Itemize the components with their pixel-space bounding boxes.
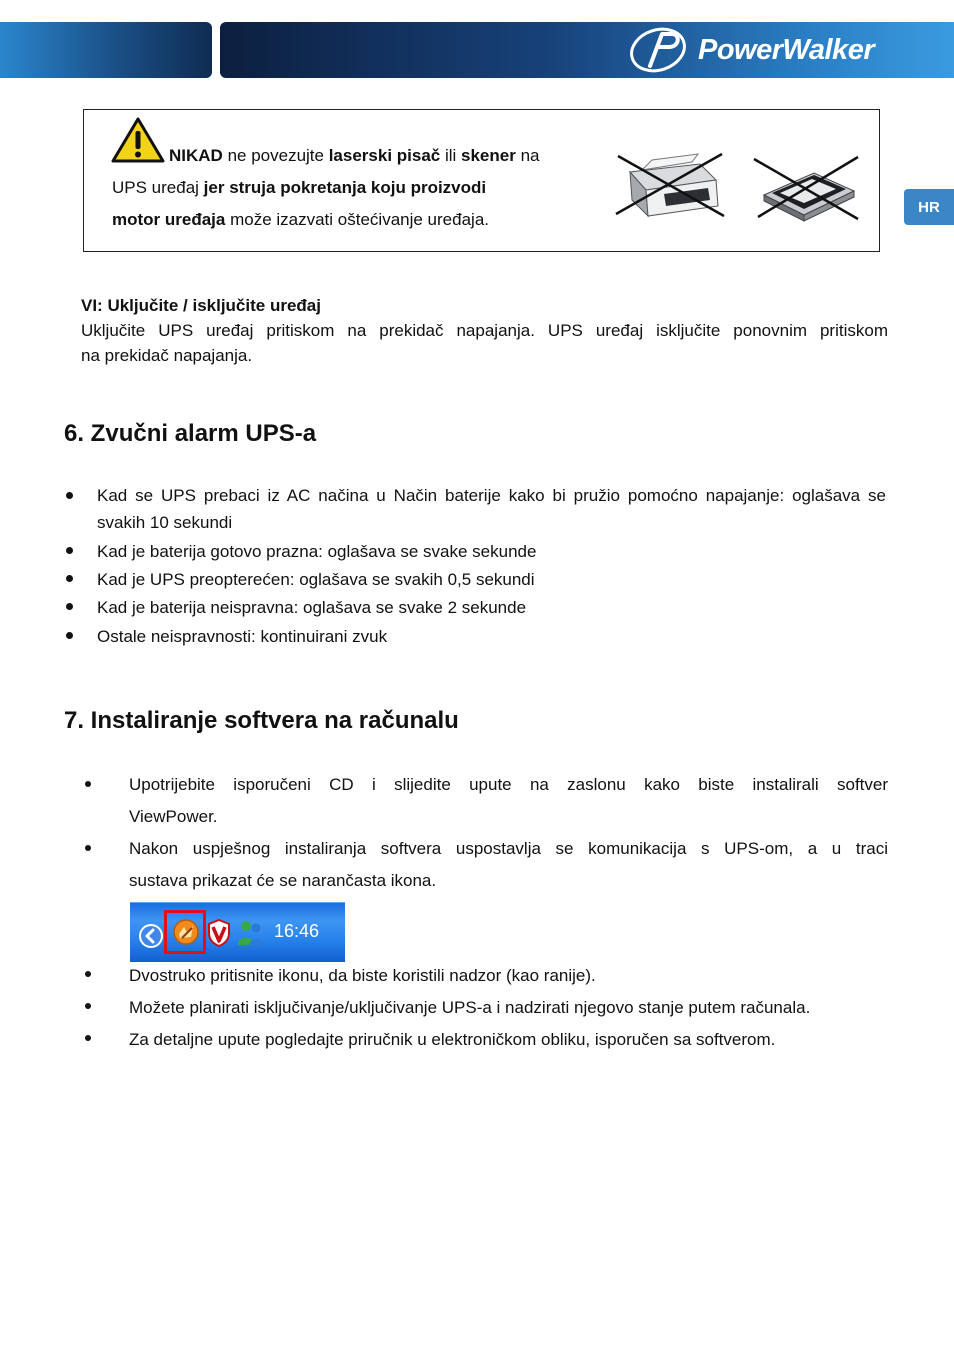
warning-line-2 — [112, 177, 486, 199]
crossed-laser-printer-image — [612, 150, 728, 222]
s6-item-1-line-1: Kad se UPS prebaci iz AC načina u Način baterije kako bi pružio pomoćno napajanje: oglašava se — [97, 486, 886, 505]
vi-paragraph-line-1: Uključite UPS uređaj pritiskom na prekidač napajanja. UPS uređaj isključite ponovnim pritiskom — [81, 321, 888, 340]
s6-item-4: Kad je baterija neispravna: oglašava se svake 2 sekunde — [97, 598, 527, 617]
brand-name: PowerWalker — [698, 33, 875, 66]
language-tab[interactable]: HR — [904, 189, 954, 225]
s6-item-3: Kad je UPS preopterećen: oglašava se svakih 0,5 sekundi — [97, 570, 535, 589]
warning-line-1 — [169, 145, 539, 167]
s7-item-2-line-2: sustava prikazat će se narančasta ikona. — [129, 871, 437, 890]
warning-bold-2: jer struja pokretanja koju proizvodi — [203, 178, 487, 197]
warning-laser-printer: laserski pisač — [328, 146, 441, 165]
system-tray-screenshot — [130, 902, 345, 962]
s7-item-1-line-1: Upotrijebite isporučeni CD i slijedite upute na zaslonu kako biste instalirali softver — [129, 775, 888, 794]
warning-text-3: na — [515, 146, 540, 165]
tray-clock: 16:46 — [274, 921, 320, 941]
warning-text-1: ne povezujte — [222, 146, 329, 165]
s7-item-4: Možete planirati isključivanje/uključivanje UPS-a i nadzirati njegovo stanje putem računala. — [129, 998, 811, 1017]
s6-item-1-line-2: svakih 10 sekundi — [97, 513, 233, 532]
viewpower-tray-icon[interactable] — [172, 918, 200, 946]
bullet-dot — [85, 971, 91, 977]
tray-expand-arrow-icon[interactable] — [138, 923, 164, 949]
vi-paragraph-line-2: na prekidač napajanja. — [81, 346, 253, 365]
bullet-dot — [85, 781, 91, 787]
s6-item-5: Ostale neispravnosti: kontinuirani zvuk — [97, 627, 388, 646]
section-7-title: 7. Instaliranje softvera na računalu — [64, 707, 459, 734]
warning-triangle-icon — [111, 116, 165, 164]
brand-logo — [628, 24, 948, 76]
s7-item-5: Za detaljne upute pogledajte priručnik u elektroničkom obliku, isporučen sa softverom. — [129, 1030, 776, 1049]
bullet-dot — [66, 603, 73, 610]
warning-text-5: može izazvati oštećivanje uređaja. — [225, 210, 489, 229]
s7-item-3: Dvostruko pritisnite ikonu, da biste koristili nadzor (kao ranije). — [129, 966, 596, 985]
messenger-user-icon[interactable] — [236, 919, 266, 947]
bullet-dot — [66, 575, 73, 582]
crossed-scanner-image — [750, 155, 862, 223]
warning-bold-3: motor uređaja — [112, 210, 226, 229]
bullet-dot — [66, 632, 73, 639]
s7-item-1-line-2: ViewPower. — [129, 807, 218, 826]
vi-heading: VI: Uključite / isključite uređaj — [81, 296, 321, 315]
bullet-dot — [85, 1003, 91, 1009]
warning-text-2: ili — [440, 146, 462, 165]
warning-nikad: NIKAD — [169, 146, 223, 165]
s7-item-2-line-1: Nakon uspješnog instaliranja softvera uspostavlja se komunikacija s UPS-om, a u traci — [129, 839, 888, 858]
warning-line-3 — [112, 209, 489, 231]
powerwalker-logo-icon — [628, 26, 690, 74]
antivirus-shield-icon[interactable] — [208, 919, 230, 947]
warning-text-4: UPS uređaj — [112, 178, 204, 197]
warning-scanner: skener — [461, 146, 516, 165]
bullet-dot — [85, 845, 91, 851]
section-6-title: 6. Zvučni alarm UPS-a — [64, 420, 317, 447]
bullet-dot — [66, 492, 73, 499]
bullet-dot — [85, 1035, 91, 1041]
header-band-left — [0, 22, 212, 78]
s6-item-2: Kad je baterija gotovo prazna: oglašava se svake sekunde — [97, 542, 537, 561]
bullet-dot — [66, 547, 73, 554]
